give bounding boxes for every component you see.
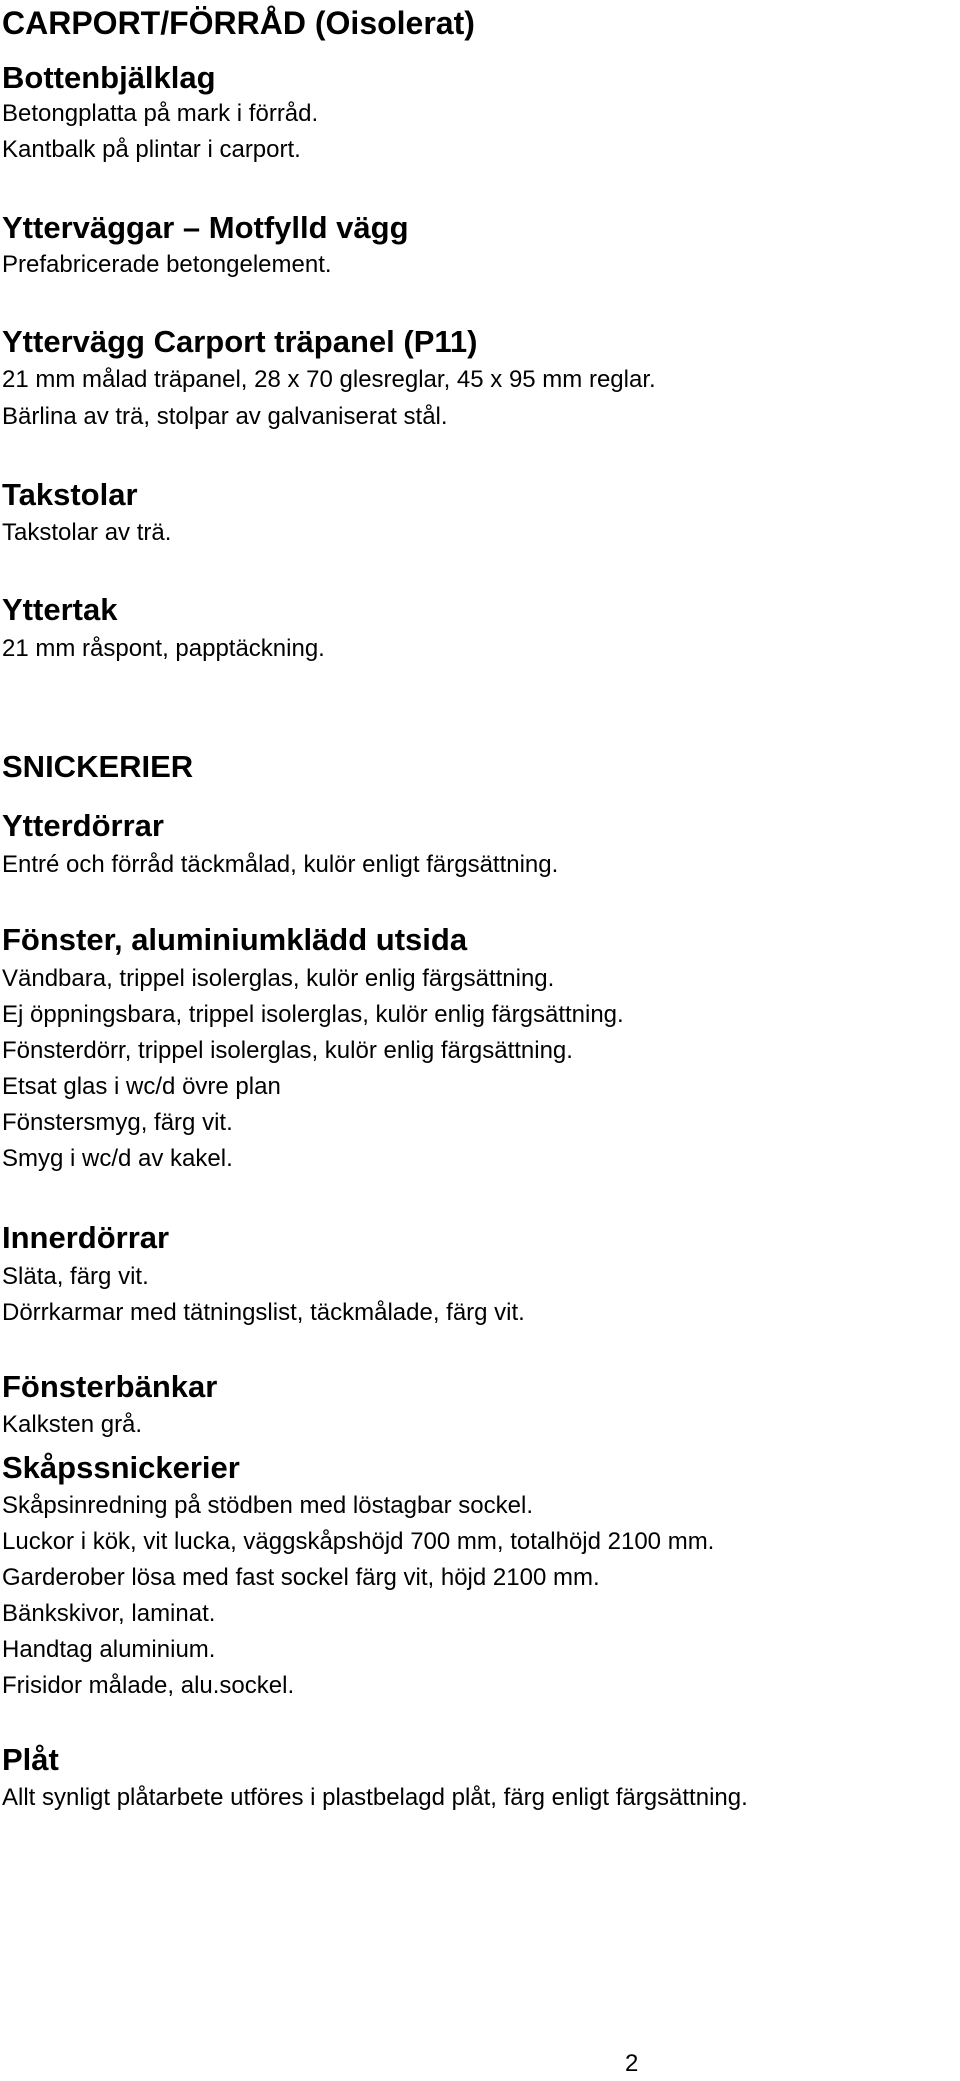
text-line: Skåpsinredning på stödben med löstagbar sockel.: [2, 1492, 533, 1519]
section-title-snickerier: SNICKERIER: [2, 749, 194, 784]
page-title: CARPORT/FÖRRÅD (Oisolerat): [2, 5, 475, 41]
text-line: 21 mm råspont, papptäckning.: [2, 635, 325, 662]
text-line: Betongplatta på mark i förråd.: [2, 100, 319, 127]
text-line: Dörrkarmar med tätningslist, täckmålade, färg vit.: [2, 1299, 525, 1326]
section-heading-bottenbjalklag: Bottenbjälklag: [2, 60, 216, 95]
text-line: Prefabricerade betongelement.: [2, 251, 332, 278]
section-heading-innerdorrar: Innerdörrar: [2, 1220, 170, 1255]
text-line: Kalksten grå.: [2, 1411, 143, 1438]
section-heading-fonster: Fönster, aluminiumklädd utsida: [2, 922, 468, 957]
section-heading-plat: Plåt: [2, 1742, 59, 1777]
text-line: Frisidor målade, alu.sockel.: [2, 1672, 295, 1699]
section-heading-skapssnickerier: Skåpssnickerier: [2, 1450, 240, 1485]
section-heading-ytterbagg-carport: Yttervägg Carport träpanel (P11): [2, 324, 478, 359]
text-line: Garderober lösa med fast sockel färg vit, höjd 2100 mm.: [2, 1564, 600, 1591]
text-line: 21 mm målad träpanel, 28 x 70 glesreglar, 45 x 95 mm reglar.: [2, 366, 656, 393]
text-line: Takstolar av trä.: [2, 519, 172, 546]
text-line: Entré och förråd täckmålad, kulör enligt färgsättning.: [2, 851, 559, 878]
text-line: Allt synligt plåtarbete utföres i plastbelagd plåt, färg enligt färgsättning.: [2, 1784, 748, 1811]
page-number: 2: [625, 2050, 639, 2077]
text-line: Ej öppningsbara, trippel isolerglas, kulör enlig färgsättning.: [2, 1001, 624, 1028]
text-line: Bänkskivor, laminat.: [2, 1600, 216, 1627]
text-line: Smyg i wc/d av kakel.: [2, 1145, 233, 1172]
text-line: Luckor i kök, vit lucka, väggskåpshöjd 700 mm, totalhöjd 2100 mm.: [2, 1528, 715, 1555]
text-line: Kantbalk på plintar i carport.: [2, 136, 301, 163]
text-line: Handtag aluminium.: [2, 1636, 216, 1663]
text-line: Etsat glas i wc/d övre plan: [2, 1073, 281, 1100]
section-heading-yttervaggar: Ytterväggar – Motfylld vägg: [2, 210, 409, 245]
text-line: Bärlina av trä, stolpar av galvaniserat stål.: [2, 403, 448, 430]
text-line: Fönstersmyg, färg vit.: [2, 1109, 233, 1136]
section-heading-fonsterbankar: Fönsterbänkar: [2, 1369, 218, 1404]
section-heading-yttertak: Yttertak: [2, 592, 118, 627]
section-heading-ytterdorrar: Ytterdörrar: [2, 808, 164, 843]
text-line: Vändbara, trippel isolerglas, kulör enlig färgsättning.: [2, 965, 555, 992]
section-heading-takstolar: Takstolar: [2, 477, 138, 512]
text-line: Fönsterdörr, trippel isolerglas, kulör enlig färgsättning.: [2, 1037, 573, 1064]
text-line: Släta, färg vit.: [2, 1263, 149, 1290]
